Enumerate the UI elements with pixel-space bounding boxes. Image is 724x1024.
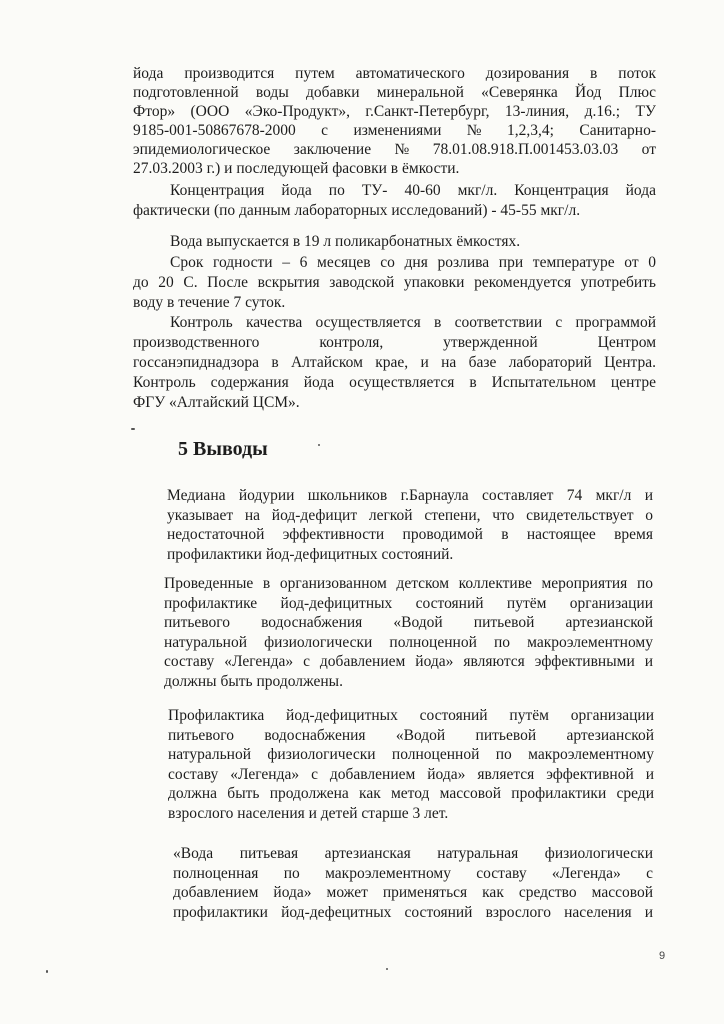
- conclusion-paragraph: [164, 574, 653, 691]
- text-line: Вода выпускается в 19 л поликарбонатных ёмкостях.: [170, 233, 521, 250]
- text-line: профилактики йод-дефицитных состояний.: [167, 545, 454, 563]
- text-line: должны быть продолжены.: [164, 672, 343, 690]
- scan-speck: [318, 444, 320, 446]
- text-line: Фтор» (ООО «Эко-Продукт», г.Санкт-Петербург, 13-линия, д.16.; ТУ: [133, 103, 656, 120]
- conclusion-paragraph: [168, 706, 654, 823]
- text-line: Профилактика йод-дефицитных состояний путём организации: [168, 707, 654, 724]
- text-line: указывает на йод-дефицит легкой степени, что свидетельствует о: [167, 506, 653, 524]
- text-line: натуральной физиологически полноценной по макроэлементному: [164, 633, 653, 651]
- text-line: производственного контроля, утвержденной Центром: [133, 334, 656, 351]
- text-line: эпидемиологическое заключение № 78.01.08.918.П.001453.03.03 от: [133, 141, 656, 158]
- text-line: йода производится путем автоматического дозирования в поток: [133, 65, 656, 82]
- text-line: составу «Легенда» с добавлением йода» является эффективной и: [168, 765, 654, 783]
- text-line: фактически (по данным лабораторных исследований) - 45-55 мкг/л.: [133, 202, 581, 219]
- text-line: до 20 С. После вскрытия заводской упаковки рекомендуется употребить: [133, 274, 656, 291]
- intro-paragraph: [133, 64, 656, 178]
- text-line: питьевого водоснабжения «Водой питьевой артезианской: [168, 726, 654, 744]
- text-line: составу «Легенда» с добавлением йода» являются эффективными и: [164, 653, 653, 670]
- text-line: «Вода питьевая артезианская натуральная физиологически: [173, 845, 653, 862]
- page-number: 9: [659, 950, 666, 962]
- text-line: Проведенные в организованном детском коллективе мероприятия по: [164, 575, 653, 592]
- text-line: натуральной физиологически полноценной по макроэлементному: [168, 746, 654, 763]
- text-line: Медиана йодурии школьников г.Барнаула составляет 74 мкг/л и: [167, 487, 653, 504]
- text-line: добавлением йода» может применяться как средство массовой: [173, 884, 653, 901]
- text-line: ФГУ «Алтайский ЦСМ».: [133, 394, 300, 411]
- text-line: подготовленной воды добавки минеральной «Северянка Йод Плюс: [133, 84, 656, 101]
- text-line: 27.03.2003 г.) и последующей фасовки в ёмкости.: [133, 160, 460, 177]
- text-line: госсанэпиднадзора в Алтайском крае, и на базе лабораторий Центра.: [133, 354, 656, 371]
- text-line: должна быть продолжена как метод массовой профилактики среди: [168, 785, 654, 802]
- section-heading: 5 Выводы: [178, 438, 268, 460]
- text-line: полноценная по макроэлементному составу «Легенда» с: [173, 864, 653, 882]
- text-line: Срок годности – 6 месяцев со дня розлива при температуре от 0: [170, 254, 656, 271]
- text-line: взрослого населения и детей старше 3 лет.: [168, 804, 449, 822]
- quality-control-paragraph: [133, 313, 656, 413]
- text-line: Контроль содержания йода осуществляется в Испытательном центре: [133, 374, 656, 391]
- conclusion-paragraph: [167, 486, 653, 564]
- text-line: воду в течение 7 суток.: [133, 294, 286, 311]
- scan-speck: [46, 970, 48, 973]
- text-line: профилактики йод-дефецитных состояний взрослого населения и: [173, 903, 653, 921]
- text-line: Контроль качества осуществляется в соответствии с программой: [170, 314, 656, 331]
- scan-speck: [386, 968, 388, 970]
- text-line: Концентрация йода по ТУ- 40-60 мкг/л. Концентрация йода: [170, 182, 656, 199]
- text-line: питьевого водоснабжения «Водой питьевой артезианской: [164, 614, 653, 631]
- conclusion-paragraph: [173, 844, 653, 922]
- concentration-paragraph: [133, 181, 656, 221]
- text-line: профилактике йод-дефицитных состояний путём организации: [164, 594, 653, 612]
- text-line: недостаточной эффективности проводимой в настоящее время: [167, 526, 653, 543]
- packaging-paragraph: [170, 232, 656, 251]
- text-line: 9185-001-50867678-2000 с изменениями № 1,2,3,4; Санитарно-: [133, 122, 656, 139]
- shelf-life-paragraph: [133, 253, 656, 313]
- scan-speck: [131, 428, 135, 430]
